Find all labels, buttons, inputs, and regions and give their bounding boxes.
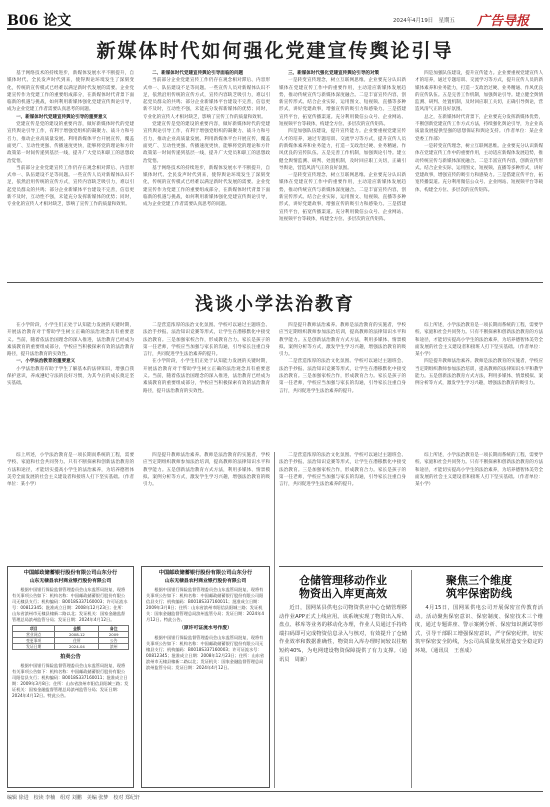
paragraph: 综上所述，小学法治教育是一项长期而系统的工程，需要学校、家庭和社会共同努力。只有不断探索和创新法治教育的方法和途径，才能切实提高小学生的法治素养，为培养德智体美劳全面发展的社会主义建设者和接班人打下坚实基础。（作者单位：某小学） [415, 453, 543, 488]
section-label: B06 论文 [7, 13, 72, 29]
table-header: 金额 [55, 626, 99, 632]
table-row [13, 632, 129, 638]
table-cell: 变更事项 [13, 638, 55, 644]
editor-credits: 编辑 徐进 校读 李楠 组对 刘鹏 美编 张梦 校对 郑纪轩 [7, 795, 140, 801]
article2-col4 [415, 322, 543, 452]
table-cell: 2024-04 [55, 644, 99, 650]
paragraph: 二是营造浓厚的法治文化氛围。学校可以通过主题班会、法治手抄报、法治知识竞赛等形式，让学生在潜移默化中接受法治教育。三是加强家校合作，形成教育合力。家长是孩子的第一任老师，学校应当加强与家长的沟通，引导家长注重自身言行，共同促进学生法治素养的提升。 [279, 359, 406, 394]
news-brief-1 [279, 574, 407, 788]
article2-col3 [279, 322, 406, 452]
column-divider [411, 570, 412, 788]
paragraph: 四是加强队伍建设，提升宣传能力。企业要重视党建宣传人才的培养，通过专题培训、交流学习等方式，提升宣传人员的新媒体素养和业务能力，打造一支政治过硬、业务精通、作风优良的宣传队伍。五是完善工作机制，加强舆论引导。建立健全舆情监测、研判、处置机制，及时回应职工关切，正确引导舆论，营造风清气正的良好氛围。 [279, 129, 406, 171]
page-header [7, 10, 543, 30]
table-header: 项目 [13, 626, 55, 632]
notice-body: 根据中国银行保险监督管理委员会山东监管局批复，现将有关事项公告如下：机构名称：中国邮政储蓄银行股份有限公司阳信县支行；机构编码：B0018S337160011；批准成立日期：2009年3月8日；住所：山东省滨州市阳信县阳城三路；发证机关：国家金融监督管理总局滨州监管分局；发证日期：2024年4月12日。特此公告。 [146, 587, 265, 622]
article2-col1-cont [7, 452, 134, 562]
paragraph: 二是营造浓厚的法治文化氛围。学校可以通过主题班会、法治手抄报、法治知识竞赛等形式，让学生在潜移默化中接受法治教育。三是加强家校合作，形成教育合力。家长是孩子的第一任老师，学校应当加强与家长的沟通，引导家长注重自身言行，共同促进学生法治素养的提升。 [279, 453, 406, 488]
article2-col2 [143, 322, 270, 452]
subheading: 三、新媒体时代强化党建宣传舆论引导的对策 [288, 71, 380, 76]
article1-col1 [7, 70, 134, 278]
paragraph: 四是提升教师法治素养。教师是法治教育的实施者，学校应当定期组织教师参加法治培训，提高教师的法律知识水平和教学能力。五是创新法治教育方式方法，利用多媒体、情景模拟、案例分析等方式，激发学生学习兴趣，增强法治教育的吸引力。 [415, 359, 543, 387]
table-cell: 住所 [55, 638, 99, 644]
paragraph: 当前部分企业党建宣传工作仍存在观念相对滞后、内容形式单一、队伍建设不足等问题。一些宣传人员对新媒体认识不足，依然沿用传统的宣传方式，宣传内容缺乏吸引力，难以引起党员群众的共鸣；部分企业新媒体平台建设不完善，信息更新不及时，互动性不强，未能充分发挥新媒体的优势；同时，专业化的宣传人才相对缺乏，影响了宣传工作的质量和效果。 [7, 165, 134, 208]
article1-col3 [279, 70, 406, 278]
paragraph: 二是营造浓厚的法治文化氛围。学校可以通过主题班会、法治手抄报、法治知识竞赛等形式，让学生在潜移默化中接受法治教育。三是加强家校合作，形成教育合力。家长是孩子的第一任老师，学校应当加强与家长的沟通，引导家长注重自身言行，共同促进学生法治素养的提升。 [143, 323, 270, 358]
subheading: 一、新媒体时代党建宣传舆论引导的重要意义 [16, 114, 108, 120]
paragraph: 总之，在新媒体时代背景下，企业要充分发挥新媒体优势，不断创新党建宣传工作方式方法，持续强化舆论引导，为企业高质量发展提供坚强的思想保证和舆论支持。（作者单位：某企业党委工作部） [415, 114, 543, 142]
paragraph: 小学法治教育有助于学生了解基本的法律知识，增强自我保护意识，养成遵纪守法的良好习惯，为其今后的成长奠定坚实基础。 [7, 366, 134, 387]
notice-table [12, 625, 129, 650]
news-title: 仓储管理移动作业 物资出入库更高效 [299, 574, 387, 600]
paragraph: 党建宣传是党的建设的重要内容，做好新媒体时代的党建宣传舆论引导工作，有利于增强党组织的凝聚力、战斗力和号召力，推动企业高质量发展。利用新媒体平台开展宣传，覆盖面更广、互动性更强、传播速度更快，能够将党的理论和方针政策第一时间传递到基层一线，提升广大党员和职工的思想政治觉悟。 [143, 122, 270, 164]
legal-notice-2 [141, 566, 270, 788]
article2-right-cont [279, 452, 543, 562]
notice-subtitle: 山东无棣县农村商业银行股份有限公司 [164, 578, 247, 584]
paragraph: 一是转变宣传理念，树立互联网思维。企业要充分认识新媒体在党建宣传工作中的重要作用，主动适应新媒体发展趋势，推动传统宣传与新媒体深度融合。二是丰富宣传内容，创新宣传形式。结合企业实际，运用图文、短视频、直播等多种形式，讲好党建故事，增强宣传的吸引力和感染力。三是搭建宣传平台，拓宽传播渠道。充分利用微信公众号、企业网站、短视频平台等载体，构建全方位、多层次的宣传矩阵。 [415, 143, 543, 193]
paragraph: 综上所述，小学法治教育是一项长期而系统的工程，需要学校、家庭和社会共同努力。只有不断探索和创新法治教育的方法和途径，才能切实提高小学生的法治素养，为培养德智体美劳全面发展的社会主义建设者和接班人打下坚实基础。（作者单位：某小学） [7, 453, 134, 488]
article1-title: 新媒体时代如何强化党建宣传舆论引导 [96, 40, 454, 62]
notice-body: 根据中国银行保险监督管理委员会山东监管局批复，现将有关事项公告如下：机构名称：中国邮政储蓄银行股份有限公司无棣县支行；机构编码：B0018S337160003；许可证流水号：00812345；批准成立日期：2008年12月23日；住所：山东省滨州市无棣县棣新二路以北；发证机关：国家金融监督管理总局滨州监管分局；发证日期：2024年4月12日。 [12, 587, 128, 622]
divider [7, 791, 543, 792]
issue-date: 2024年4月19日 星期五 [393, 18, 455, 24]
table-cell: 2008-12 [55, 632, 99, 638]
article2-continued [7, 452, 270, 562]
notice-body: 根据中国银行保险监督管理委员会山东监管局批复，现将有关事项公告如下：机构名称：中国邮政储蓄银行股份有限公司阳信县支行；机构编码：B0018S337160011；批准成立日期：2009年3月8日；住所：山东省滨州市阳信县阳城三路；发证机关：国家金融监督管理总局滨州监管分局；发证日期：2024年4月12日。特此公告。 [12, 662, 129, 698]
subheading: 二、新媒体时代党建宣传舆论引导面临的问题 [152, 71, 244, 76]
news-body: 近日，国网某县供电公司物资供应中心仓储管理移动作业APP正式上线应用。该系统实现了物资出入库、盘点、移库等业务的移动化办理，作业人员通过手持终端扫码即可完成物资信息录入与核对，有效提升了仓储作业效率和数据准确性，物资出入库办理时间较以往缩短约40%，为电网建设物资保障提供了有力支撑。（通讯员 周新） [279, 605, 407, 663]
subheading: 一、小学法治教育的重要意义 [16, 359, 76, 365]
table-cell: 公告 [99, 638, 129, 644]
paragraph: 综上所述，小学法治教育是一项长期而系统的工程，需要学校、家庭和社会共同努力。只有不断探索和创新法治教育的方法和途径，才能切实提高小学生的法治素养，为培养德智体美劳全面发展的社会主义建设者和接班人打下坚实基础。（作者单位：某小学） [415, 323, 543, 358]
paragraph: 基于网络技术的持续进步，新媒体发展水平不断提升，自媒体时代、全民发声时代到来，使得舆论环境发生了深刻变化，传统的宣传模式已经难以满足新时代发展的需要。企业党建宣传作为党建工作的重要组成部分，在新媒体时代背景下面临新的机遇与挑战，如何利用新媒体强化党建宣传舆论引导，成为企业党建工作者需要认真思考的问题。 [7, 71, 134, 113]
news-body: 4月15日，国网某供电公司开展保密宣传教育活动。活动聚焦保密意识、保密制度、保密技术三个维度，通过专题讲座、警示案例分析、保密知识测试等形式，引导干部职工增强保密意识，严守保密纪律，切实筑牢保密安全防线，为公司高质量发展营造安全稳定的环境。（通讯员 王喜成） [415, 605, 543, 654]
notice-body: 根据中国银行保险监督管理委员会山东监管局批复，现将有关事项公告如下：机构名称：中国邮政储蓄银行股份有限公司无棣县支行；机构编码：B0018S337160003；许可证流水号：00812345；批准成立日期：2008年12月23日；住所：山东省滨州市无棣县棣新二路以北；发证机关：国家金融监督管理总局滨州监管分局；发证日期：2024年4月12日。 [146, 634, 265, 670]
article2-col2-cont [143, 452, 270, 562]
table-row [13, 644, 129, 650]
table-cell: 2009 [99, 632, 129, 638]
paragraph: 四是加强队伍建设，提升宣传能力。企业要重视党建宣传人才的培养，通过专题培训、交流学习等方式，提升宣传人员的新媒体素养和业务能力，打造一支政治过硬、业务精通、作风优良的宣传队伍。五是完善工作机制，加强舆论引导。建立健全舆情监测、研判、处置机制，及时回应职工关切，正确引导舆论，营造风清气正的良好氛围。 [415, 71, 543, 113]
paragraph: 一是转变宣传理念，树立互联网思维。企业要充分认识新媒体在党建宣传工作中的重要作用，主动适应新媒体发展趋势，推动传统宣传与新媒体深度融合。二是丰富宣传内容，创新宣传形式。结合企业实际，运用图文、短视频、直播等多种形式，讲好党建故事，增强宣传的吸引力和感染力。三是搭建宣传平台，拓宽传播渠道。充分利用微信公众号、企业网站、短视频平台等载体，构建全方位、多层次的宣传矩阵。 [279, 78, 406, 128]
divider [279, 566, 543, 567]
table-cell: 营业网点 [13, 632, 55, 638]
article2-col3-cont [279, 452, 406, 562]
article2-body [7, 322, 543, 452]
article2-col4-cont [415, 452, 543, 562]
notice-title: 中国邮政储蓄银行股份有限公司山东分行 [158, 570, 253, 576]
paragraph: 当前部分企业党建宣传工作仍存在观念相对滞后、内容形式单一、队伍建设不足等问题。一些宣传人员对新媒体认识不足，依然沿用传统的宣传方式，宣传内容缺乏吸引力，难以引起党员群众的共鸣；部分企业新媒体平台建设不完善，信息更新不及时，互动性不强，未能充分发挥新媒体的优势；同时，专业化的宣传人才相对缺乏，影响了宣传工作的质量和效果。 [143, 78, 270, 120]
table-cell: 滨州 [99, 644, 129, 650]
notice-footer: （原许可证流水号作废） [179, 626, 232, 631]
news-brief-2 [415, 574, 543, 788]
article2-col1 [7, 322, 134, 452]
article2-title: 浅谈小学法治教育 [195, 294, 355, 315]
table-header: 备注 [99, 626, 129, 632]
newspaper-logo: 广告导报 [477, 14, 530, 29]
legal-notice-1 [7, 566, 134, 788]
article1-body [7, 70, 543, 278]
article1-col2 [143, 70, 270, 278]
table-cell: 发证日期 [13, 644, 55, 650]
paragraph: 四是提升教师法治素养。教师是法治教育的实施者，学校应当定期组织教师参加法治培训，提高教师的法律知识水平和教学能力。五是创新法治教育方式方法，利用多媒体、情景模拟、案例分析等方式，激发学生学习兴趣，增强法治教育的吸引力。 [279, 323, 406, 358]
article1-col4 [415, 70, 543, 278]
paragraph: 一是转变宣传理念，树立互联网思维。企业要充分认识新媒体在党建宣传工作中的重要作用，主动适应新媒体发展趋势，推动传统宣传与新媒体深度融合。二是丰富宣传内容，创新宣传形式。结合企业实际，运用图文、短视频、直播等多种形式，讲好党建故事，增强宣传的吸引力和感染力。三是搭建宣传平台，拓宽传播渠道。充分利用微信公众号、企业网站、短视频平台等载体，构建全方位、多层次的宣传矩阵。 [279, 173, 406, 222]
news-title: 聚焦三个维度 筑牢保密防线 [446, 574, 512, 600]
paragraph: 四是提升教师法治素养。教师是法治教育的实施者，学校应当定期组织教师参加法治培训，提高教师的法律知识水平和教学能力。五是创新法治教育方式方法，利用多媒体、情景模拟、案例分析等方式，激发学生学习兴趣，增强法治教育的吸引力。 [143, 453, 270, 488]
divider [7, 282, 543, 283]
notice-subtitle: 山东无棣县农村商业银行股份有限公司 [29, 578, 112, 584]
auction-title: 拍卖公告 [60, 654, 81, 660]
column-divider [274, 452, 275, 788]
paragraph: 在小学阶段，小学生们正处于认知能力发展的关键时期，开展法治教育对于帮助学生树立正确的法治观念具有重要意义。当前，随着依法治国理念的深入推进，法治教育已经成为素质教育的重要组成部分，学校应当积极探索有效的法治教育路径，提升法治教育的实效性。 [143, 359, 270, 394]
paragraph: 在小学阶段，小学生们正处于认知能力发展的关键时期，开展法治教育对于帮助学生树立正确的法治观念具有重要意义。当前，随着依法治国理念的深入推进，法治教育已经成为素质教育的重要组成部分，学校应当积极探索有效的法治教育路径，提升法治教育的实效性。 [7, 323, 134, 358]
paragraph: 基于网络技术的持续进步，新媒体发展水平不断提升，自媒体时代、全民发声时代到来，使得舆论环境发生了深刻变化，传统的宣传模式已经难以满足新时代发展的需要。企业党建宣传作为党建工作的重要组成部分，在新媒体时代背景下面临新的机遇与挑战，如何利用新媒体强化党建宣传舆论引导，成为企业党建工作者需要认真思考的问题。 [143, 165, 270, 208]
notice-title: 中国邮政储蓄银行股份有限公司山东分行 [23, 570, 118, 576]
paragraph: 党建宣传是党的建设的重要内容，做好新媒体时代的党建宣传舆论引导工作，有利于增强党组织的凝聚力、战斗力和号召力，推动企业高质量发展。利用新媒体平台开展宣传，覆盖面更广、互动性更强、传播速度更快，能够将党的理论和方针政策第一时间传递到基层一线，提升广大党员和职工的思想政治觉悟。 [7, 122, 134, 164]
